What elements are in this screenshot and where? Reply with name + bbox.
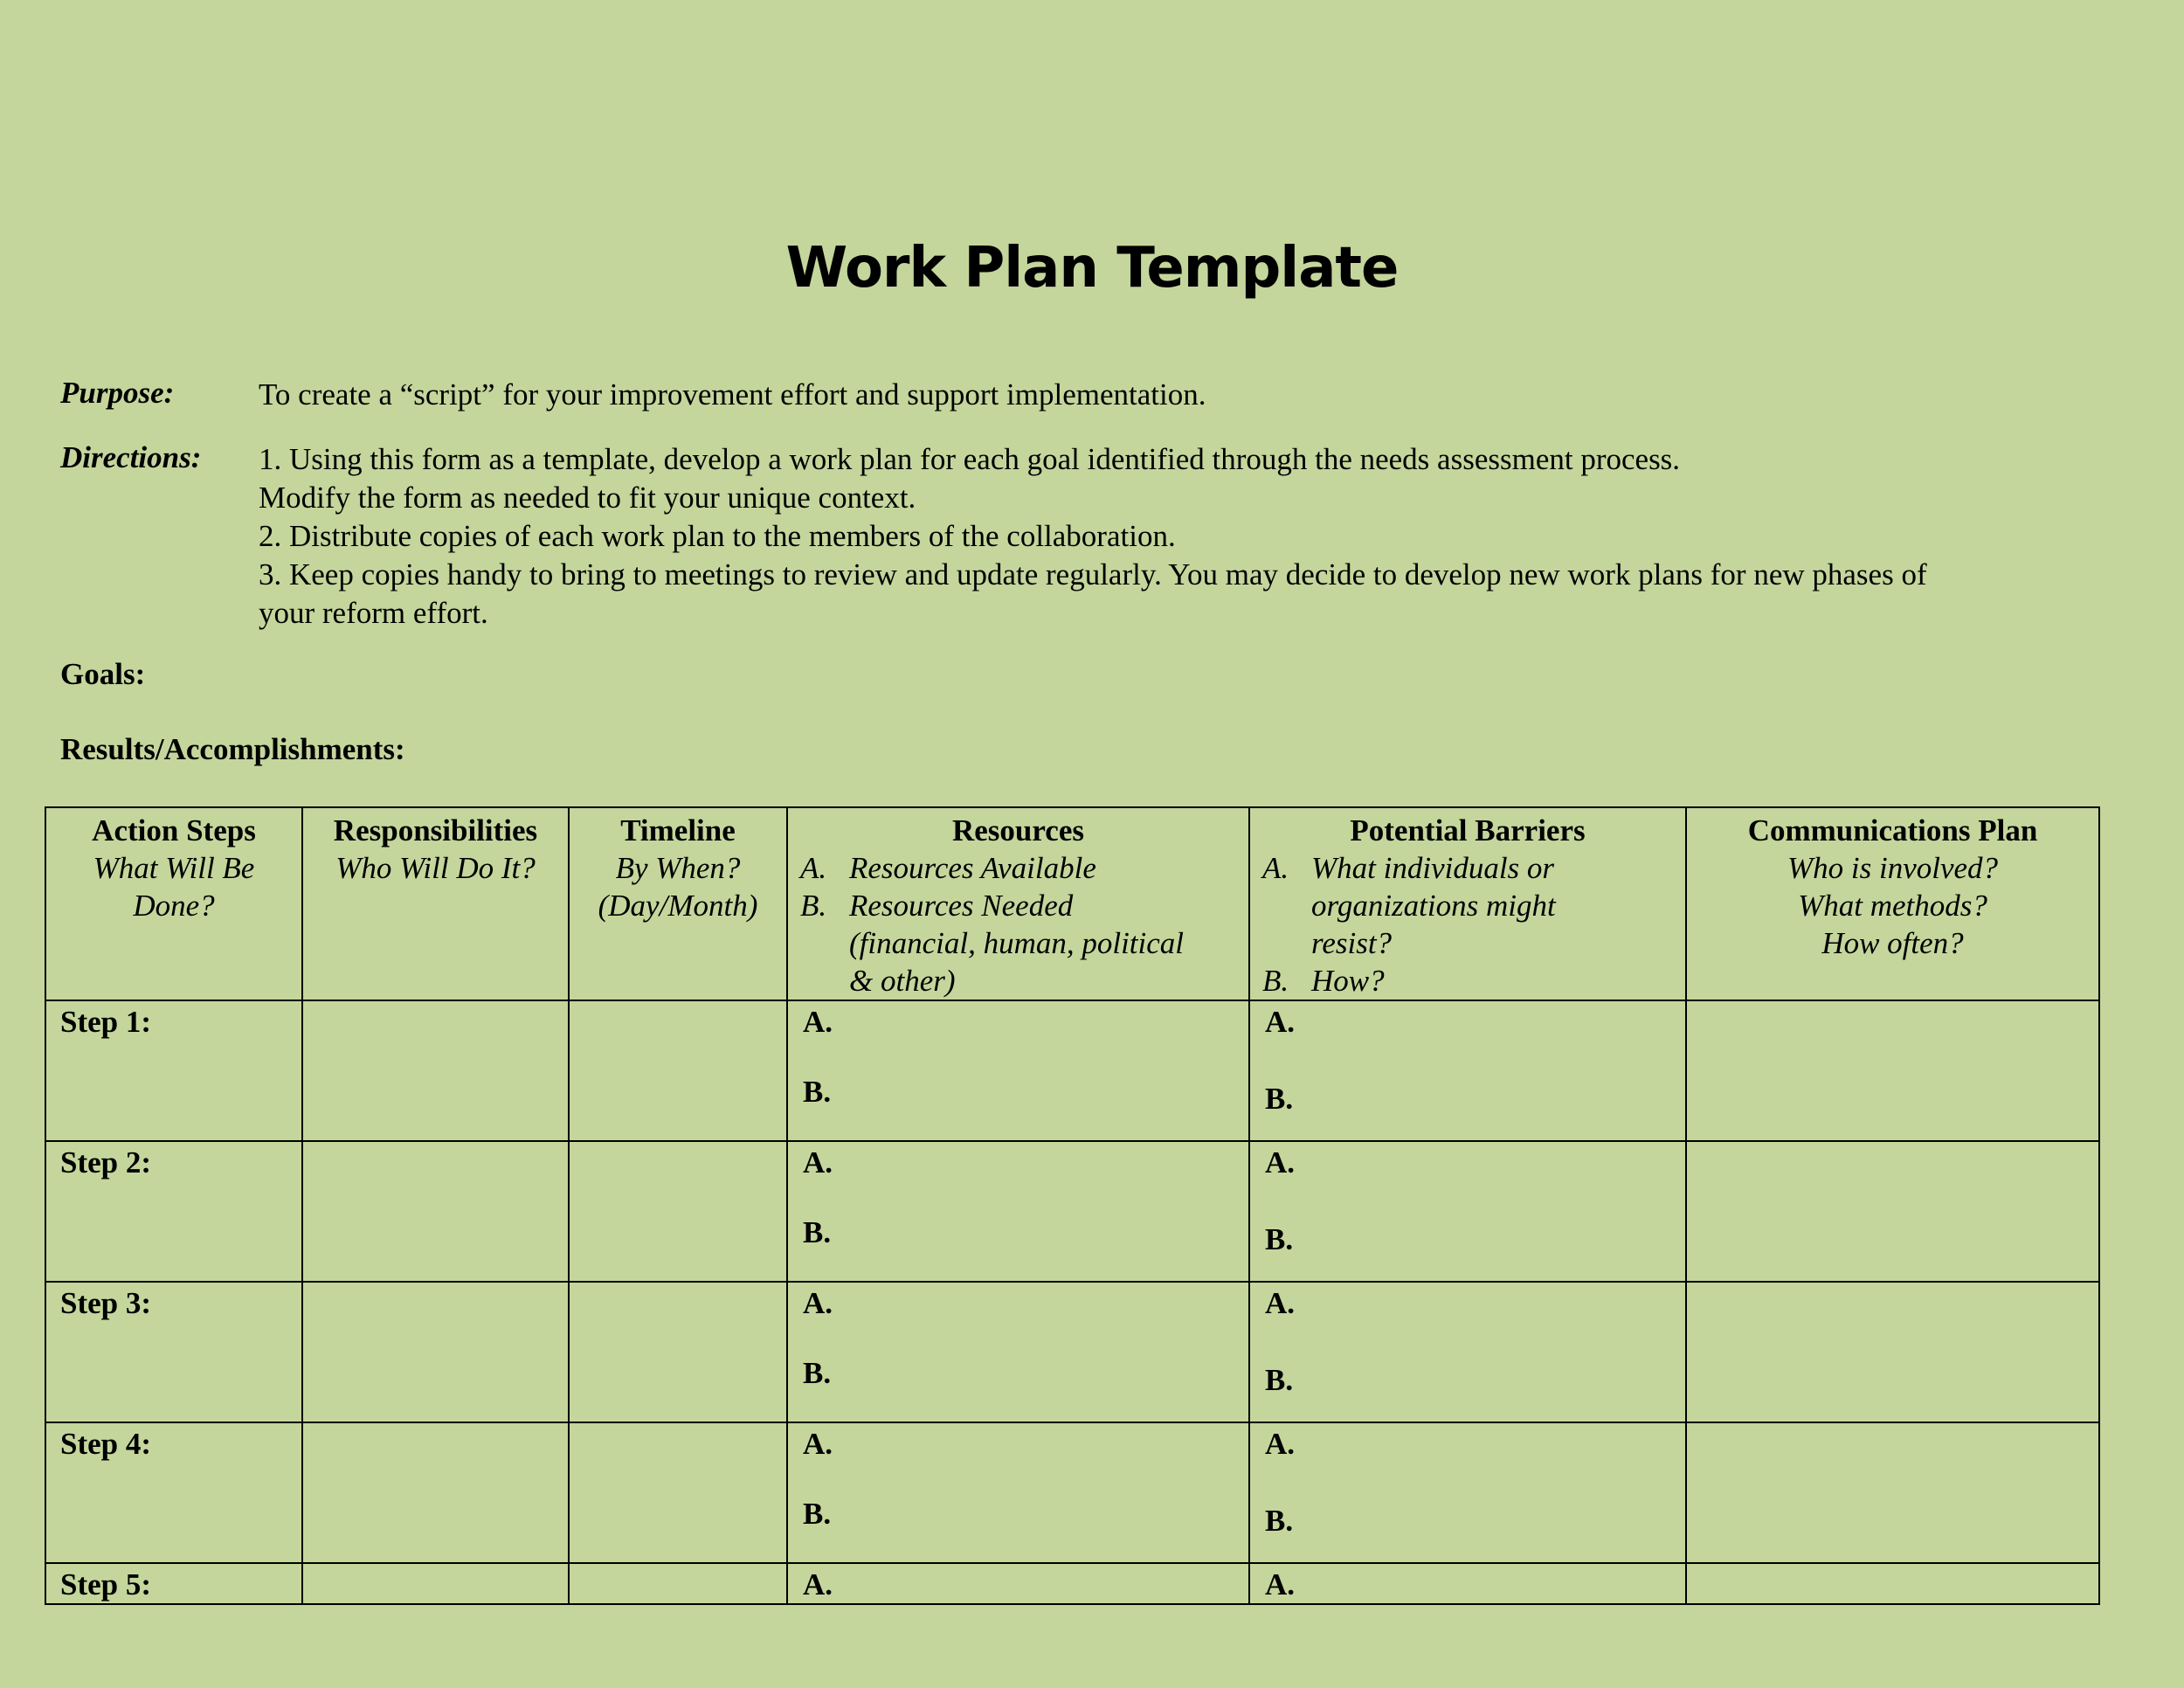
timeline-cell[interactable] bbox=[569, 1422, 787, 1563]
mark-a: A. bbox=[1265, 1005, 1296, 1039]
barriers-cell[interactable] bbox=[1249, 1563, 1686, 1604]
header-title: Resources bbox=[952, 813, 1084, 847]
mark-a: A. bbox=[803, 1567, 833, 1602]
step-label-text: Step 2: bbox=[60, 1145, 152, 1180]
header-responsibilities bbox=[302, 807, 569, 1000]
mark-a: A. bbox=[1265, 1286, 1296, 1320]
header-subtitle: What methods? bbox=[1798, 889, 1987, 923]
responsibilities-cell[interactable] bbox=[302, 1000, 569, 1141]
results-label: Results/Accomplishments: bbox=[60, 732, 405, 766]
header-title: Communications Plan bbox=[1747, 813, 2038, 847]
item-letter: A. bbox=[1262, 851, 1289, 885]
purpose-text-line: To create a “script” for your improvement effort and support implementation. bbox=[259, 377, 1206, 412]
item-text bbox=[849, 887, 1184, 1000]
mark-b: B. bbox=[1265, 1363, 1294, 1397]
directions-line: 3. Keep copies handy to bring to meetings to review and update regularly. You may decide to develop new work plans for new phases of bbox=[259, 557, 1927, 591]
header-subtitle: Who is involved? bbox=[1787, 851, 1999, 885]
header-subtitle: (Day/Month) bbox=[598, 889, 758, 923]
responsibilities-cell[interactable] bbox=[302, 1563, 569, 1604]
header-title: Responsibilities bbox=[333, 813, 538, 847]
table-row bbox=[45, 1563, 2099, 1604]
mark-b: B. bbox=[803, 1075, 832, 1109]
mark-a: A. bbox=[803, 1286, 833, 1320]
mark-a: A. bbox=[1265, 1567, 1296, 1602]
step-label-text: Step 1: bbox=[60, 1005, 152, 1039]
barriers-cell[interactable] bbox=[1249, 1282, 1686, 1422]
header-title: Timeline bbox=[620, 813, 736, 847]
communications-cell[interactable] bbox=[1686, 1282, 2099, 1422]
mark-a: A. bbox=[803, 1427, 833, 1461]
resources-item-a bbox=[800, 849, 1248, 887]
header-subtitle: How often? bbox=[1821, 926, 1964, 960]
resources-cell[interactable] bbox=[787, 1000, 1249, 1141]
resources-cell[interactable] bbox=[787, 1563, 1249, 1604]
resources-cell[interactable] bbox=[787, 1422, 1249, 1563]
responsibilities-cell[interactable] bbox=[302, 1282, 569, 1422]
directions-line: 1. Using this form as a template, develop a work plan for each goal identified through the needs assessment process. bbox=[259, 442, 1681, 476]
directions-line: Modify the form as needed to fit your unique context. bbox=[259, 481, 916, 515]
directions-line: your reform effort. bbox=[259, 596, 488, 630]
mark-a: A. bbox=[1265, 1427, 1296, 1461]
item-text bbox=[1311, 849, 1556, 962]
mark-a: A. bbox=[1265, 1145, 1296, 1180]
item-text-line: & other) bbox=[849, 964, 956, 998]
step-label bbox=[45, 1282, 302, 1422]
step-label bbox=[45, 1000, 302, 1141]
item-text-line: (financial, human, political bbox=[849, 926, 1185, 960]
step-label bbox=[45, 1563, 302, 1604]
communications-cell[interactable] bbox=[1686, 1141, 2099, 1282]
header-potential-barriers bbox=[1249, 807, 1686, 1000]
barriers-item-a bbox=[1262, 849, 1685, 962]
directions-text bbox=[259, 440, 1927, 633]
item-letter: A. bbox=[800, 851, 827, 885]
timeline-cell[interactable] bbox=[569, 1563, 787, 1604]
header-action-steps bbox=[45, 807, 302, 1000]
communications-cell[interactable] bbox=[1686, 1563, 2099, 1604]
responsibilities-cell[interactable] bbox=[302, 1141, 569, 1282]
barriers-cell[interactable] bbox=[1249, 1141, 1686, 1282]
table-row bbox=[45, 1422, 2099, 1563]
step-label-text: Step 5: bbox=[60, 1567, 152, 1602]
directions-line: 2. Distribute copies of each work plan to the members of the collaboration. bbox=[259, 519, 1176, 553]
step-label-text: Step 3: bbox=[60, 1286, 152, 1320]
mark-a: A. bbox=[803, 1145, 833, 1180]
barriers-cell[interactable] bbox=[1249, 1000, 1686, 1141]
mark-b: B. bbox=[1265, 1504, 1294, 1538]
item-text: Resources Available bbox=[849, 851, 1096, 885]
mark-b: B. bbox=[803, 1497, 832, 1531]
table-row bbox=[45, 1000, 2099, 1141]
item-letter: B. bbox=[800, 889, 827, 923]
timeline-cell[interactable] bbox=[569, 1141, 787, 1282]
header-title: Action Steps bbox=[92, 813, 256, 847]
resources-cell[interactable] bbox=[787, 1282, 1249, 1422]
resources-list bbox=[788, 849, 1248, 1000]
header-subtitle: What Will Be bbox=[93, 851, 255, 885]
step-label-text: Step 4: bbox=[60, 1427, 152, 1461]
resources-item-b bbox=[800, 887, 1248, 1000]
goals-label: Goals: bbox=[60, 657, 146, 691]
communications-cell[interactable] bbox=[1686, 1422, 2099, 1563]
item-text: How? bbox=[1311, 964, 1385, 998]
header-title: Potential Barriers bbox=[1350, 813, 1586, 847]
item-text-line: Resources Needed bbox=[849, 889, 1074, 923]
item-letter: B. bbox=[1262, 964, 1289, 998]
item-text-line: organizations might bbox=[1311, 889, 1556, 923]
item-text-line: resist? bbox=[1311, 926, 1393, 960]
mark-b: B. bbox=[1265, 1082, 1294, 1116]
step-label bbox=[45, 1141, 302, 1282]
header-resources bbox=[787, 807, 1249, 1000]
header-subtitle: Who Will Do It? bbox=[335, 851, 536, 885]
directions-label: Directions: bbox=[60, 440, 202, 474]
purpose-text bbox=[259, 376, 1206, 414]
resources-cell[interactable] bbox=[787, 1141, 1249, 1282]
timeline-cell[interactable] bbox=[569, 1282, 787, 1422]
table-header-row bbox=[45, 807, 2099, 1000]
purpose-label: Purpose: bbox=[60, 376, 175, 410]
mark-b: B. bbox=[803, 1356, 832, 1390]
step-label bbox=[45, 1422, 302, 1563]
communications-cell[interactable] bbox=[1686, 1000, 2099, 1141]
mark-a: A. bbox=[803, 1005, 833, 1039]
item-text-line: What individuals or bbox=[1311, 851, 1555, 885]
header-communications-plan bbox=[1686, 807, 2099, 1000]
table-row bbox=[45, 1141, 2099, 1282]
page-title: Work Plan Template bbox=[785, 236, 1399, 301]
header-subtitle: By When? bbox=[615, 851, 741, 885]
barriers-cell[interactable] bbox=[1249, 1422, 1686, 1563]
mark-b: B. bbox=[803, 1215, 832, 1249]
header-subtitle: Done? bbox=[133, 889, 215, 923]
work-plan-table bbox=[45, 806, 2100, 1605]
timeline-cell[interactable] bbox=[569, 1000, 787, 1141]
table-row bbox=[45, 1282, 2099, 1422]
responsibilities-cell[interactable] bbox=[302, 1422, 569, 1563]
header-timeline bbox=[569, 807, 787, 1000]
barriers-list bbox=[1250, 849, 1685, 1000]
barriers-item-b bbox=[1262, 962, 1685, 1000]
mark-b: B. bbox=[1265, 1222, 1294, 1256]
